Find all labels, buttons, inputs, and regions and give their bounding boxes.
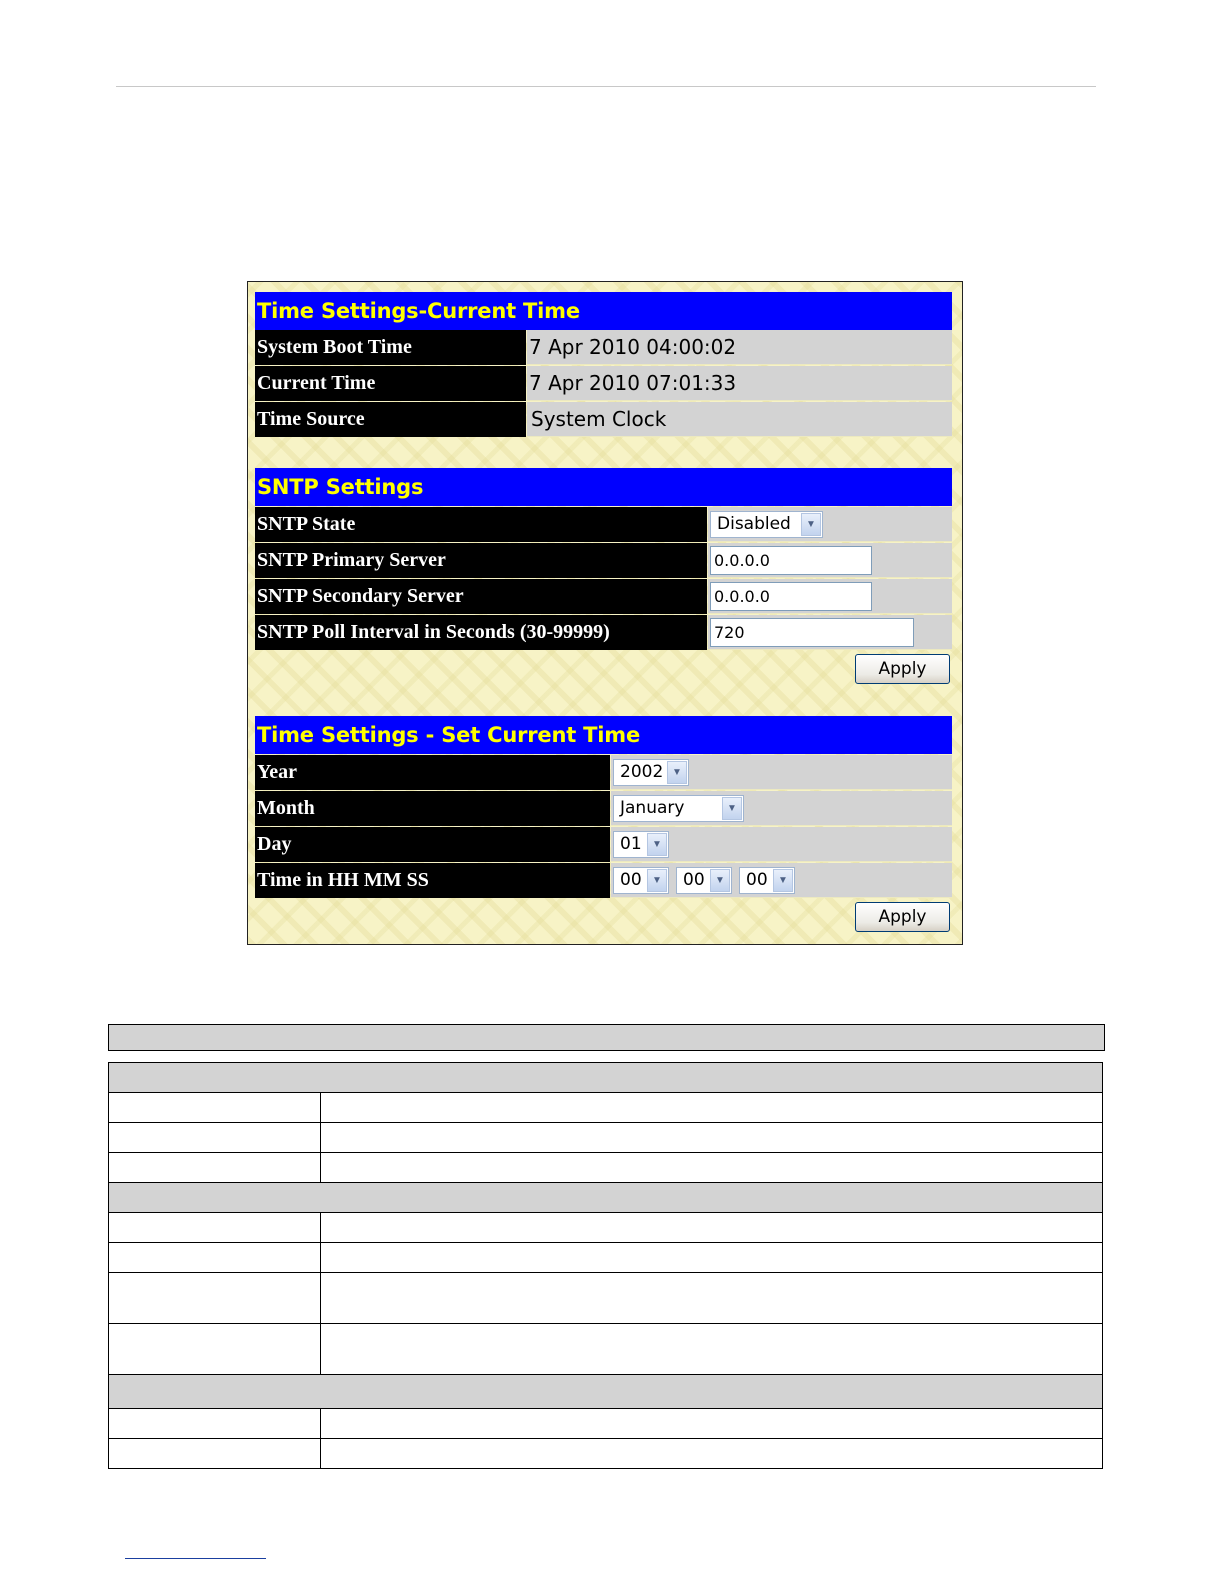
table-row [109,1273,1103,1324]
current-time-value-cell [527,366,952,401]
day-select[interactable] [613,831,669,858]
sntp-primary-label: SNTP Primary Server [255,543,707,578]
table-row [109,1093,1103,1123]
set-time-apply-button[interactable]: Apply [855,902,950,932]
table-row [109,1243,1103,1273]
system-boot-time-value-cell [527,330,952,365]
minute-select[interactable] [676,867,732,894]
month-select[interactable] [613,795,744,822]
sntp-settings-header: SNTP Settings [255,468,952,506]
time-settings-panel [247,281,963,945]
month-row [255,791,952,826]
sntp-primary-input[interactable] [710,546,872,575]
minute-value: 00 [683,870,705,890]
current-time-value: 7 Apr 2010 07:01:33 [529,371,737,395]
sntp-secondary-label: SNTP Secondary Server [255,579,707,614]
sntp-poll-label: SNTP Poll Interval in Seconds (30-99999) [255,615,707,650]
month-cell [611,791,952,826]
sntp-poll-input[interactable] [710,618,914,647]
sntp-primary-row [255,543,952,578]
chevron-down-icon[interactable]: ▼ [773,869,793,892]
table-group-row [109,1063,1103,1093]
description-table [108,1062,1103,1469]
time-hhmmss-row [255,863,952,898]
table-group-row [109,1183,1103,1213]
year-value: 2002 [620,762,664,782]
current-time-label: Current Time [255,366,526,401]
day-cell [611,827,952,862]
sntp-state-value: Disabled [717,514,791,534]
year-cell [611,755,952,790]
chevron-down-icon[interactable]: ▼ [647,869,667,892]
sntp-state-select[interactable] [710,511,823,538]
month-label: Month [255,791,610,826]
system-boot-time-row [255,330,952,365]
time-hhmmss-cell [611,863,952,898]
description-table-title [108,1024,1105,1051]
chevron-down-icon[interactable]: ▼ [801,513,821,536]
second-select[interactable] [739,867,795,894]
year-label: Year [255,755,610,790]
time-source-label: Time Source [255,402,526,437]
sntp-primary-value: 0.0.0.0 [714,551,770,570]
set-current-time-header: Time Settings - Set Current Time [255,716,952,754]
system-boot-time-value: 7 Apr 2010 04:00:02 [529,335,737,359]
time-source-value: System Clock [531,407,667,431]
chevron-down-icon[interactable]: ▼ [722,797,742,820]
sntp-state-row [255,507,952,542]
chevron-down-icon[interactable]: ▼ [710,869,730,892]
hour-value: 00 [620,870,642,890]
table-row [109,1213,1103,1243]
sntp-poll-row [255,615,952,650]
time-source-row [255,402,952,437]
table-row [109,1324,1103,1375]
sntp-poll-cell [708,615,952,650]
sntp-state-label: SNTP State [255,507,707,542]
day-row [255,827,952,862]
chevron-down-icon[interactable]: ▼ [667,761,687,784]
footer-link-underline [125,1558,266,1559]
time-source-value-cell [527,402,952,437]
sntp-secondary-row [255,579,952,614]
sntp-poll-value: 720 [714,623,745,642]
month-value: January [620,798,685,818]
sntp-secondary-cell [708,579,952,614]
sntp-state-cell [708,507,952,542]
sntp-apply-button[interactable]: Apply [855,654,950,684]
year-select[interactable] [613,759,689,786]
time-hhmmss-label: Time in HH MM SS [255,863,610,898]
sntp-secondary-value: 0.0.0.0 [714,587,770,606]
header-rule [116,86,1096,87]
sntp-primary-cell [708,543,952,578]
hour-select[interactable] [613,867,669,894]
chevron-down-icon[interactable]: ▼ [647,833,667,856]
table-row [109,1409,1103,1439]
system-boot-time-label: System Boot Time [255,330,526,365]
day-value: 01 [620,834,642,854]
day-label: Day [255,827,610,862]
current-time-row [255,366,952,401]
current-time-header: Time Settings-Current Time [255,292,952,330]
table-row [109,1439,1103,1469]
year-row [255,755,952,790]
sntp-secondary-input[interactable] [710,582,872,611]
table-row [109,1153,1103,1183]
table-row [109,1123,1103,1153]
table-group-row [109,1375,1103,1409]
second-value: 00 [746,870,768,890]
